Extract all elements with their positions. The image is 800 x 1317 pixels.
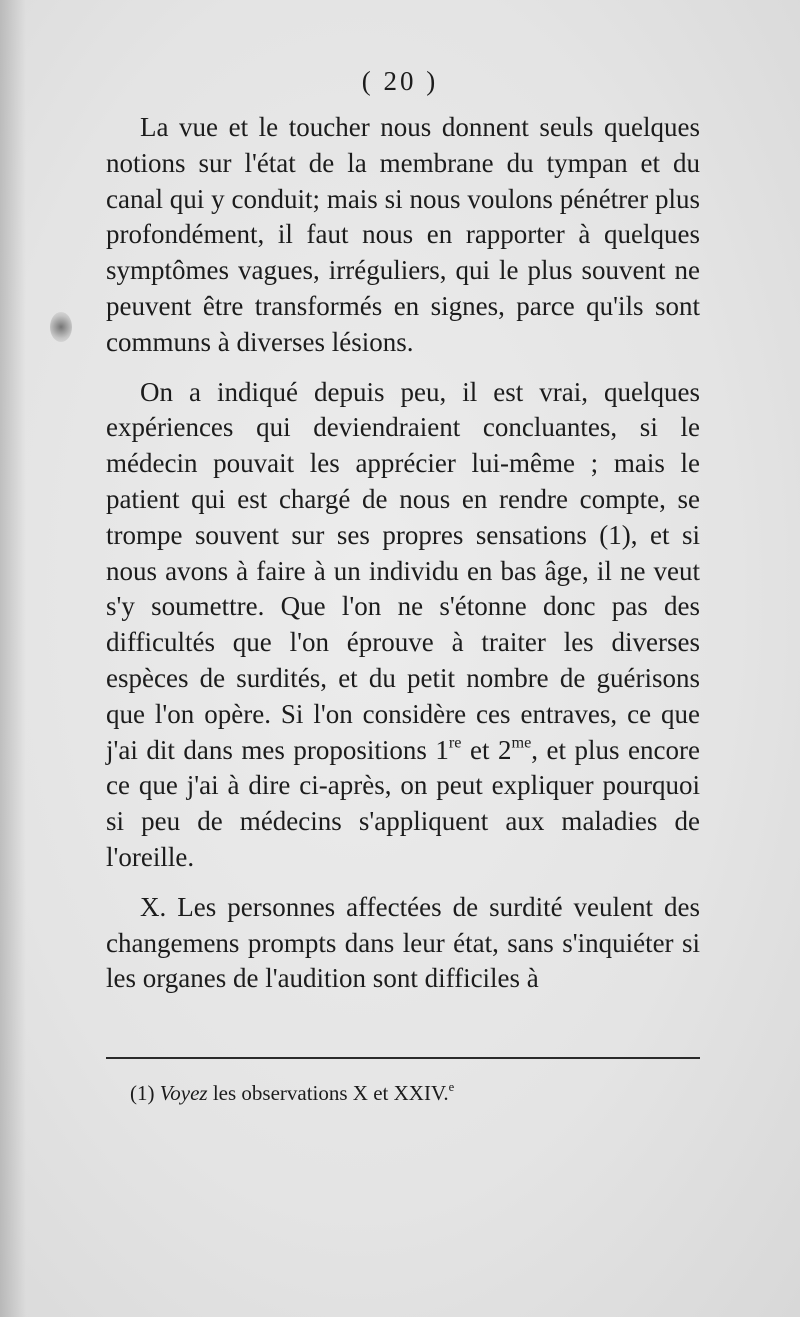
footnote-marker: (1) [130,1081,155,1105]
footnote-text: les observations X et XXIV. [207,1081,449,1105]
paragraph-2 [106,375,700,876]
page-number: ( 20 ) [361,66,439,96]
body-text [106,110,700,997]
paragraph-2-text-b: et 2 [461,734,512,765]
spine-shadow [0,0,26,1317]
footnote-rule [106,1057,700,1059]
footnote-italic: Voyez [159,1081,208,1105]
ink-stain [50,312,72,342]
paragraph-2-text-c: , et plus encore ce que j'ai à dire ci-après, on peut expliquer pourquoi si peu de médecins s'appliquent aux maladies de l'oreille. [106,734,700,872]
superscript-me: me [511,733,532,752]
paragraph-2-text-a: On a indiqué depuis peu, il est vrai, quelques expériences qui deviendraient concluantes, si le médecin pouvait les apprécier lui-même ; mais le patient qui est chargé de nous en rendre compte, se trompe souvent sur ses propres sensations (1), et si nous avons à faire à un individu en bas âge, il ne veut s'y soumettre. Que l'on ne s'étonne donc pas des difficultés que l'on éprouve à traiter les diverses espèces de surdités, et du petit nombre de guérisons que l'on opère. Si l'on considère ces entraves, ce que j'ai dit dans mes propositions 1 [106,376,700,765]
footnote [130,1081,454,1106]
superscript-re: re [448,733,462,752]
paragraph-1: La vue et le toucher nous donnent seuls quelques notions sur l'état de la membrane du tympan et du canal qui y conduit; mais si nous voulons pénétrer plus profondément, il faut nous en rapporter à quelques symptômes vagues, irréguliers, qui le plus souvent ne peuvent être transformés en signes, parce qu'ils sont communs à diverses lésions. [106,112,700,357]
footnote-superscript: e [448,1080,455,1095]
paragraph-3: X. Les personnes affectées de surdité veulent des changemens prompts dans leur état, sans s'inquiéter si les organes de l'audition sont difficiles à [106,891,700,994]
